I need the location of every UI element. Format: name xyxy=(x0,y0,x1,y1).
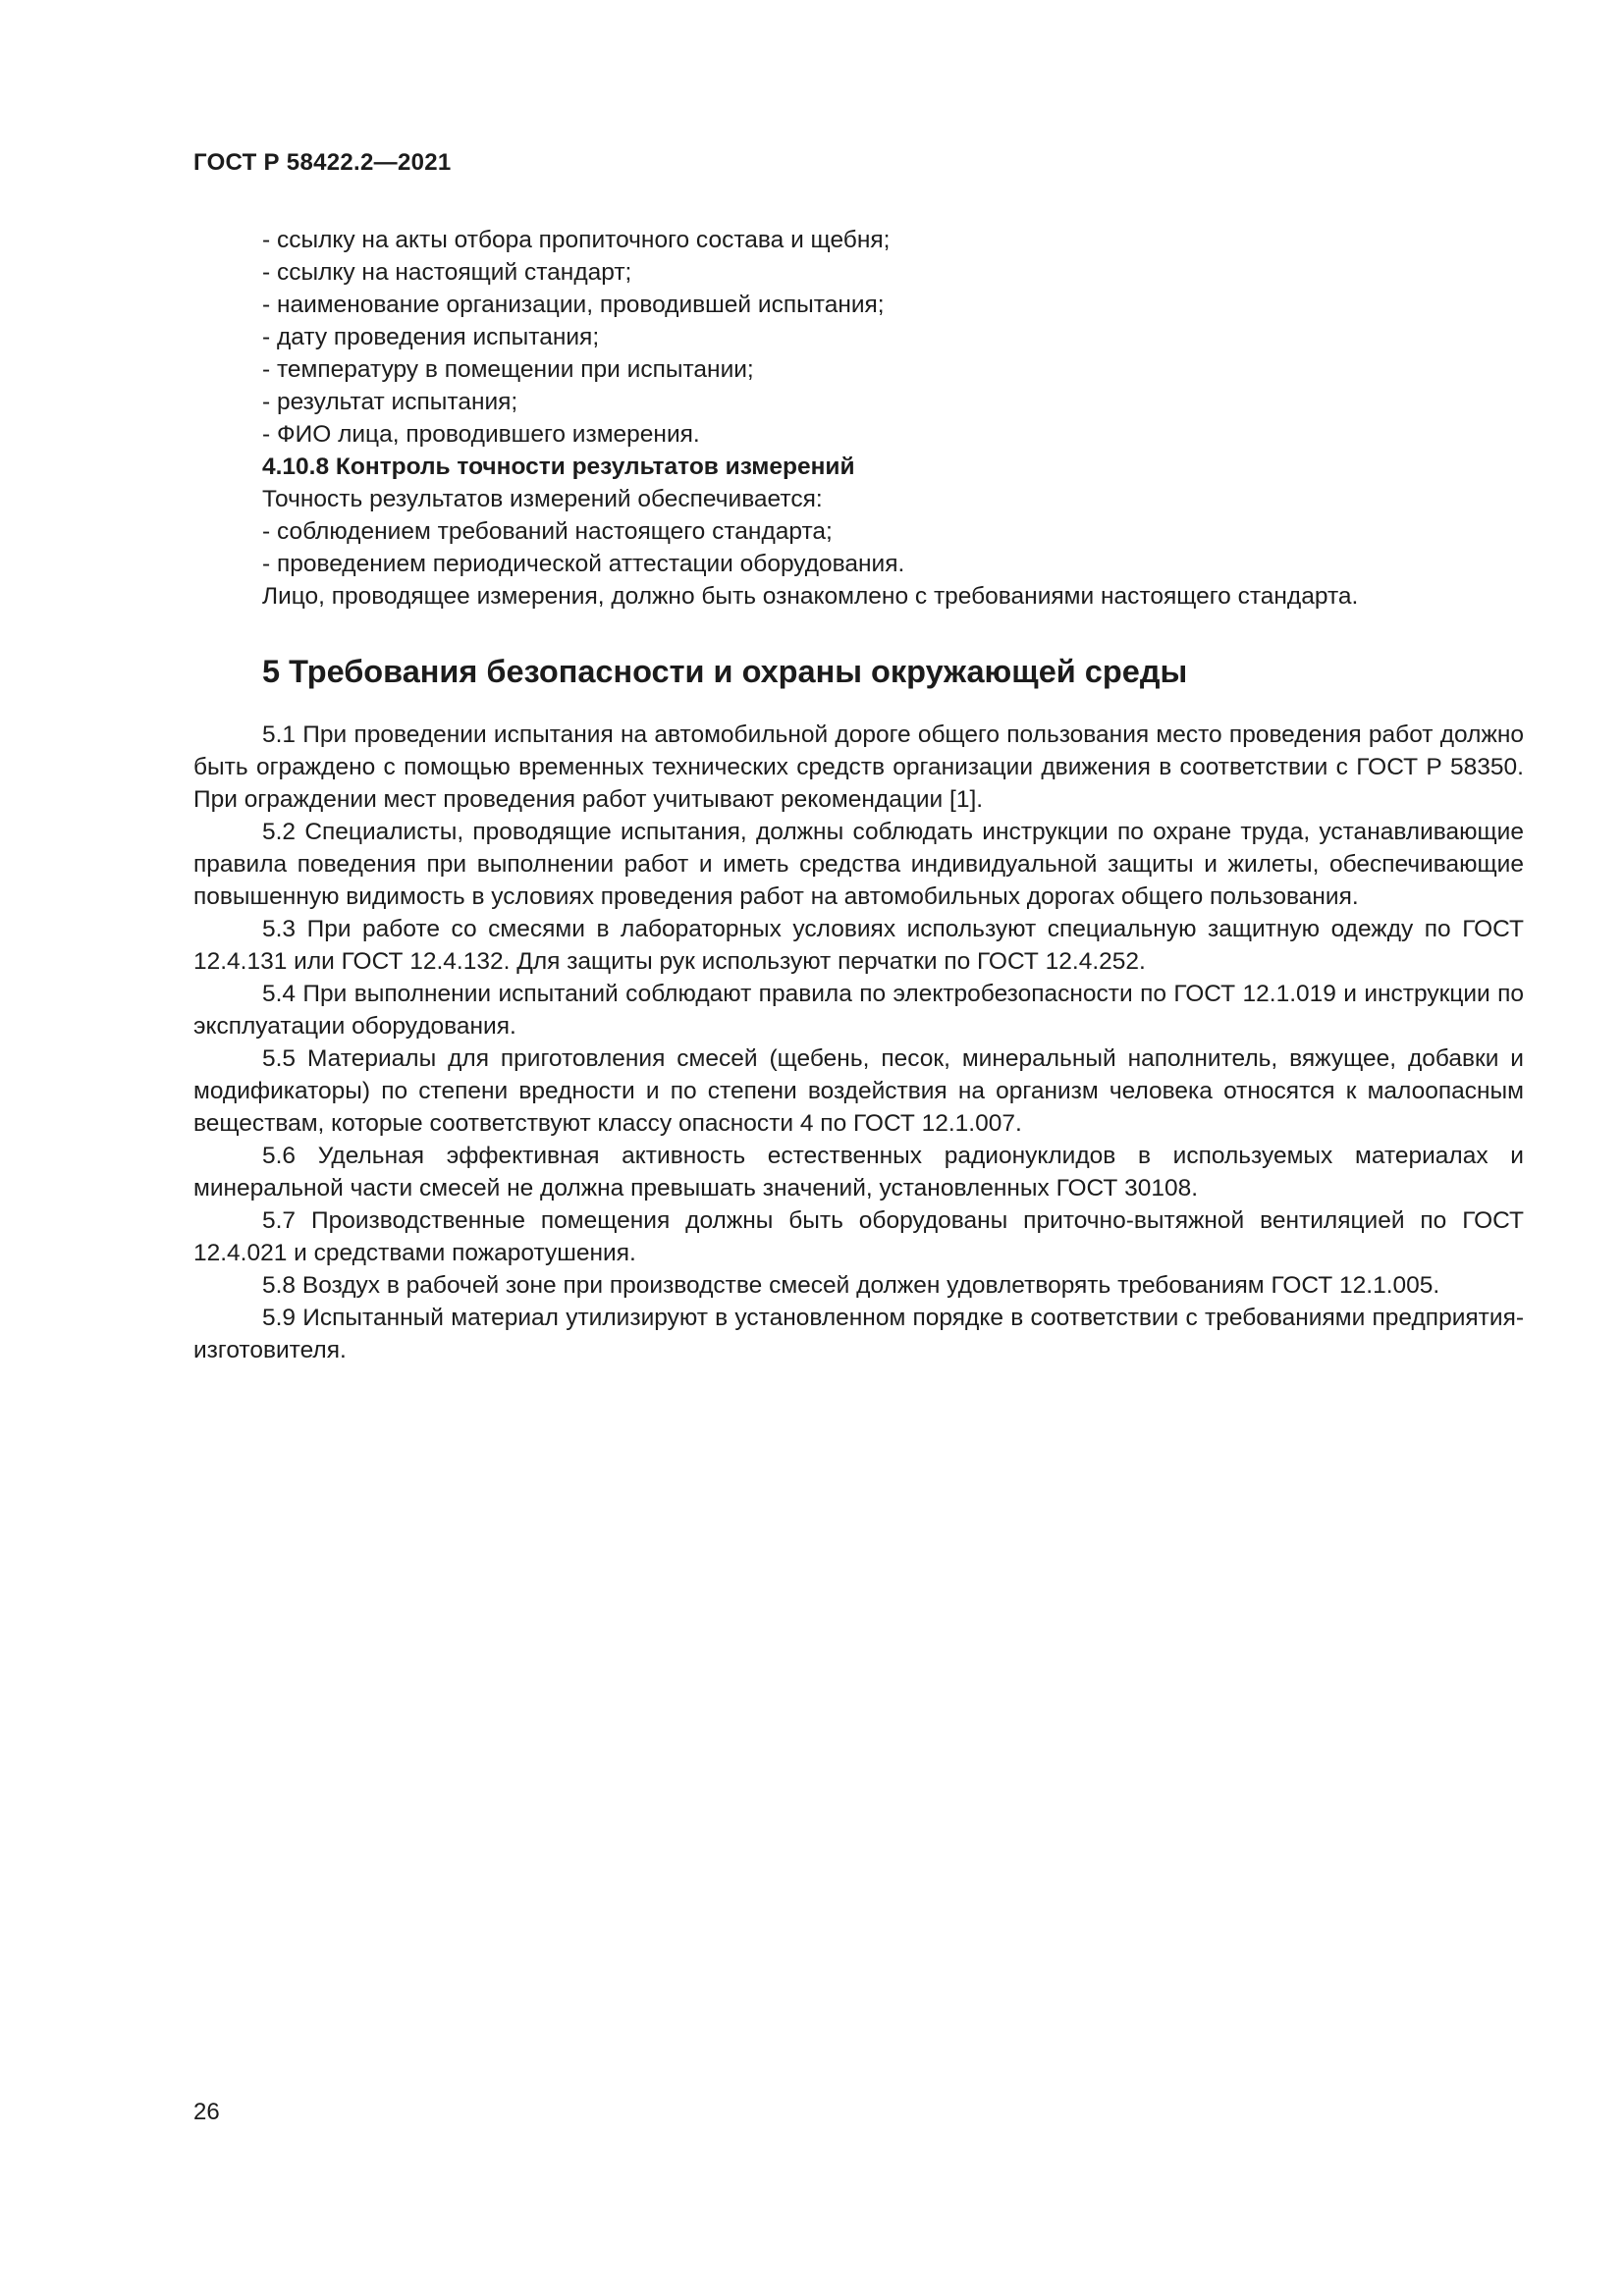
document-code-header: ГОСТ Р 58422.2—2021 xyxy=(193,149,452,176)
list-item: - соблюдением требований настоящего стандарта; xyxy=(262,518,833,545)
paragraph-5-8: 5.8 Воздух в рабочей зоне при производстве смесей должен удовлетворять требованиям ГОСТ 12.1.005. xyxy=(262,1272,1440,1299)
list-item: - ссылку на акты отбора пропиточного состава и щебня; xyxy=(262,227,891,253)
list-item: - дату проведения испытания; xyxy=(262,324,600,350)
paragraph-5-1: 5.1 При проведении испытания на автомобильной дороге общего пользования место проведения работ должно быть ограждено с помощью временных технических средств организации движения в соответствии с ГОСТ Р 58350. При ограждении мест проведения работ учитывают рекомендации [1]. xyxy=(193,721,1524,813)
paragraph-5-6: 5.6 Удельная эффективная активность естественных радионуклидов в используемых материалах и минеральной части смесей не должна превышать значений, установленных ГОСТ 30108. xyxy=(193,1143,1524,1201)
list-block xyxy=(193,224,1524,613)
paragraph-5-7: 5.7 Производственные помещения должны быть оборудованы приточно-вытяжной вентиляцией по ГОСТ 12.4.021 и средствами пожаротушения. xyxy=(193,1207,1524,1266)
list-item: - проведением периодической аттестации оборудования. xyxy=(262,551,905,577)
list-item: - ссылку на настоящий стандарт; xyxy=(262,259,632,286)
subsection-intro: Точность результатов измерений обеспечивается: xyxy=(262,486,823,512)
paragraph-5-5: 5.5 Материалы для приготовления смесей (щебень, песок, минеральный наполнитель, вяжущее, добавки и модификаторы) по степени вредности и по степени воздействия на организм человека относятся к малоопасным веществам, которые соответствуют классу опасности 4 по ГОСТ 12.1.007. xyxy=(193,1045,1524,1137)
list-item: - наименование организации, проводившей испытания; xyxy=(262,292,885,318)
page-content xyxy=(193,224,1524,1366)
list-item: - температуру в помещении при испытании; xyxy=(262,356,754,383)
paragraph-5-4: 5.4 При выполнении испытаний соблюдают правила по электробезопасности по ГОСТ 12.1.019 и инструкции по эксплуатации оборудования. xyxy=(193,981,1524,1040)
paragraph-5-9: 5.9 Испытанный материал утилизируют в установленном порядке в соответствии с требованиями предприятия-изготовителя. xyxy=(193,1305,1524,1363)
list-item: - ФИО лица, проводившего измерения. xyxy=(262,421,700,448)
section-title: 5 Требования безопасности и охраны окружающей среды xyxy=(262,654,1188,689)
paragraph-5-3: 5.3 При работе со смесями в лабораторных условиях используют специальную защитную одежду по ГОСТ 12.4.131 или ГОСТ 12.4.132. Для защиты рук используют перчатки по ГОСТ 12.4.252. xyxy=(193,916,1524,975)
subsection-heading: 4.10.8 Контроль точности результатов измерений xyxy=(262,454,855,480)
page-number: 26 xyxy=(193,2099,220,2125)
subsection-closing: Лицо, проводящее измерения, должно быть ознакомлено с требованиями настоящего стандарта. xyxy=(262,583,1359,610)
paragraph-5-2: 5.2 Специалисты, проводящие испытания, должны соблюдать инструкции по охране труда, устанавливающие правила поведения при выполнении работ и иметь средства индивидуальной защиты и жилеты, обеспечивающие повышенную видимость в условиях проведения работ на автомобильных дорогах общего пользования. xyxy=(193,819,1524,910)
list-item: - результат испытания; xyxy=(262,389,518,415)
section-body xyxy=(193,719,1524,1366)
